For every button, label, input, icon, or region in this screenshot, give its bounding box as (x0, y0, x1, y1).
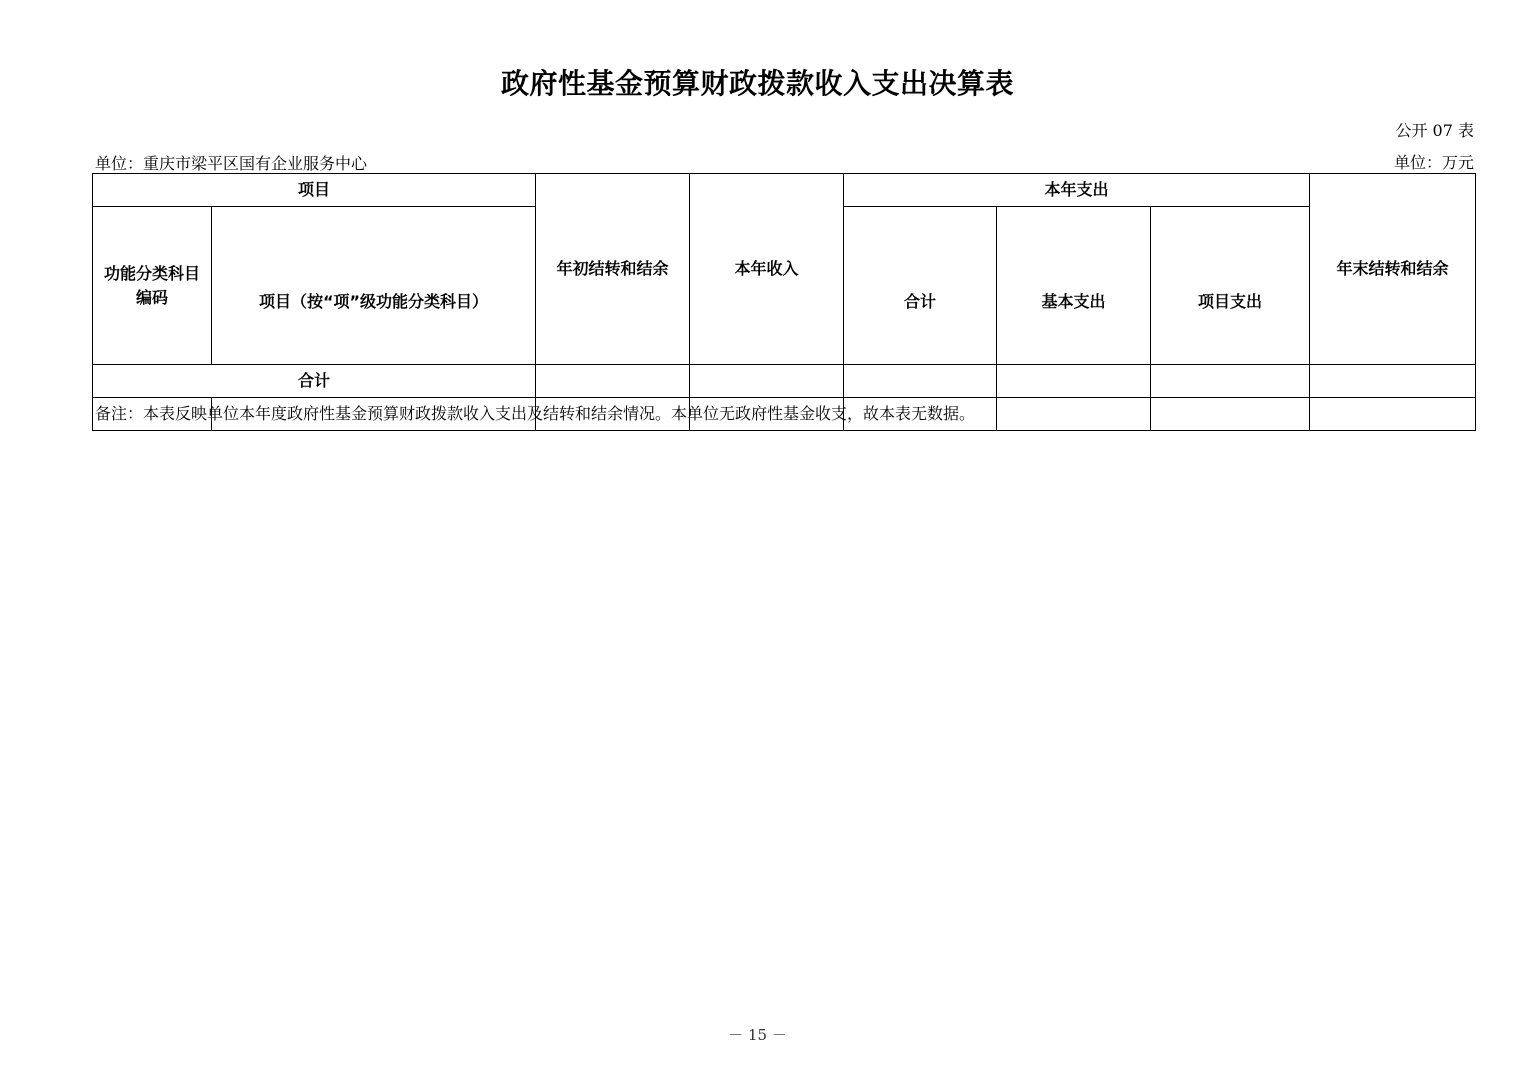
header-code-line2: 编码 (135, 287, 168, 307)
header-expense-basic: 基本支出 (997, 207, 1151, 365)
total-income-cell (690, 365, 844, 398)
header-expense-total: 合计 (844, 207, 997, 365)
header-item: 项目（按“项”级功能分类科目） (212, 207, 536, 365)
header-row-1 (93, 174, 1476, 207)
form-number: 公开 07 表 (1395, 121, 1474, 140)
total-end-balance-cell (1310, 365, 1476, 398)
total-begin-balance-cell (536, 365, 690, 398)
unit-currency: 单位：万元 (1393, 153, 1474, 172)
empty-expense-basic-cell (997, 398, 1151, 431)
page-number: － 15 － (728, 1026, 787, 1044)
header-expense: 本年支出 (844, 174, 1310, 207)
total-row (93, 365, 1476, 398)
unit-organization: 单位：重庆市梁平区国有企业服务中心 (95, 154, 368, 173)
header-code-line1: 功能分类科目 (103, 264, 200, 284)
header-end-balance: 年末结转和结余 (1310, 174, 1476, 365)
header-expense-project: 项目支出 (1151, 207, 1310, 365)
empty-end-balance-cell (1310, 398, 1476, 431)
total-expense-basic-cell (997, 365, 1151, 398)
total-expense-total-cell (844, 365, 997, 398)
footnote: 备注：本表反映单位本年度政府性基金预算财政拨款收入支出及结转和结余情况。本单位无政府性基金收支，故本表无数据。 (95, 404, 976, 423)
header-code (93, 207, 212, 365)
header-project: 项目 (93, 174, 536, 207)
empty-expense-project-cell (1151, 398, 1310, 431)
budget-table (92, 173, 1476, 431)
total-expense-project-cell (1151, 365, 1310, 398)
total-label: 合计 (93, 365, 536, 398)
header-begin-balance: 年初结转和结余 (536, 174, 690, 365)
page-title: 政府性基金预算财政拨款收入支出决算表 (500, 67, 1014, 100)
header-income: 本年收入 (690, 174, 844, 365)
